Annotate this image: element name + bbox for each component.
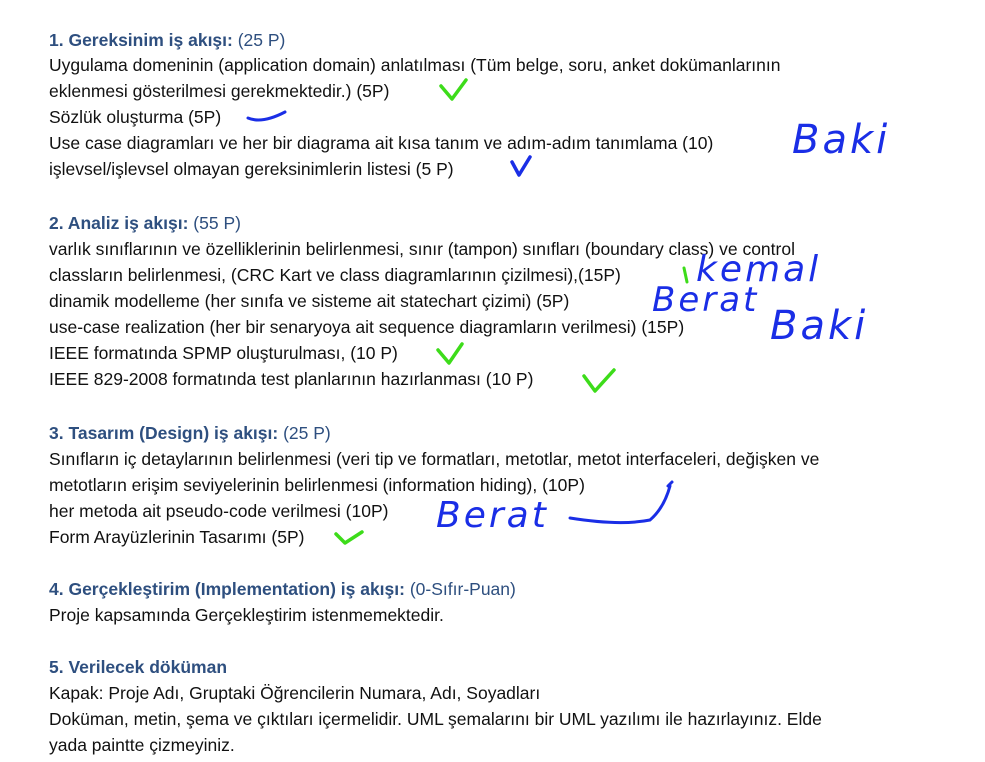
check-icon bbox=[441, 80, 466, 99]
section-1-heading: 1. Gereksinim iş akışı: (25 P) bbox=[49, 30, 286, 50]
section-2-line-3: dinamik modelleme (her sınıfa ve sisteme ait statechart çizimi) (5P) bbox=[49, 291, 570, 311]
annotation-baki-2: Baki bbox=[770, 303, 869, 349]
section-5-line-2: Doküman, metin, şema ve çıktıları içermelidir. UML şemalarını bir UML yazılımı ile hazırlayınız. Elde bbox=[49, 709, 822, 729]
section-1-line-3: Sözlük oluşturma (5P) bbox=[49, 107, 222, 127]
section-2-line-4: use-case realization (her bir senaryoya ait sequence diagramların verilmesi) (15P) bbox=[49, 317, 685, 337]
section-3-heading: 3. Tasarım (Design) iş akışı: (25 P) bbox=[49, 423, 331, 443]
section-5-line-1: Kapak: Proje Adı, Gruptaki Öğrencilerin Numara, Adı, Soyadları bbox=[49, 683, 541, 703]
annotation-berat-1: Berat bbox=[652, 280, 760, 320]
section-2-line-5: IEEE formatında SPMP oluşturulması, (10 P) bbox=[49, 343, 398, 363]
check-icon bbox=[584, 370, 614, 391]
section-3-line-3: her metoda ait pseudo-code verilmesi (10P) bbox=[49, 501, 389, 521]
section-5-heading: 5. Verilecek döküman bbox=[49, 657, 228, 677]
section-3-line-2: metotların erişim seviyelerinin belirlenmesi (information hiding), (10P) bbox=[49, 475, 585, 495]
section-4-line-1: Proje kapsamında Gerçekleştirim istenmemektedir. bbox=[49, 605, 444, 625]
bracket-tick bbox=[668, 482, 672, 486]
check-icon bbox=[336, 532, 362, 543]
section-1-line-1: Uygulama domeninin (application domain) anlatılması (Tüm belge, soru, anket dokümanlarının bbox=[49, 55, 781, 75]
section-3-line-1: Sınıfların iç detaylarının belirlenmesi (veri tip ve formatları, metotlar, metot interfaceleri, değişken ve bbox=[49, 449, 820, 469]
bracket-line bbox=[570, 486, 670, 523]
section-1-line-4: Use case diagramları ve her bir diagrama ait kısa tanım ve adım-adım tanımlama (10) bbox=[49, 133, 714, 153]
section-2-heading: 2. Analiz iş akışı: (55 P) bbox=[49, 213, 241, 233]
annotation-kemal: kemal bbox=[696, 249, 822, 290]
section-3-line-4: Form Arayüzlerinin Tasarımı (5P) bbox=[49, 527, 305, 547]
section-1-line-2: eklenmesi gösterilmesi gerekmektedir.) (5P) bbox=[49, 81, 390, 101]
annotation-berat-2: Berat bbox=[436, 495, 549, 536]
section-2-line-1: varlık sınıflarının ve özelliklerinin belirlenmesi, sınır (tampon) sınıfları (boundary class) ve control bbox=[49, 239, 795, 259]
annotation-baki-1: Baki bbox=[792, 117, 891, 163]
section-5-line-3: yada paintte çizmeyiniz. bbox=[49, 735, 235, 755]
swoosh-mark bbox=[248, 112, 285, 120]
section-1-line-5: işlevsel/işlevsel olmayan gereksinimlerin listesi (5 P) bbox=[49, 159, 454, 179]
check-icon bbox=[438, 344, 462, 363]
section-2-line-6: IEEE 829-2008 formatında test planlarının hazırlanması (10 P) bbox=[49, 369, 534, 389]
section-2-line-2: classların belirlenmesi, (CRC Kart ve class diagramlarının çizilmesi),(15P) bbox=[49, 265, 621, 285]
check-icon bbox=[512, 157, 530, 175]
section-4-heading: 4. Gerçekleştirim (Implementation) iş akışı: (0-Sıfır-Puan) bbox=[49, 579, 516, 599]
